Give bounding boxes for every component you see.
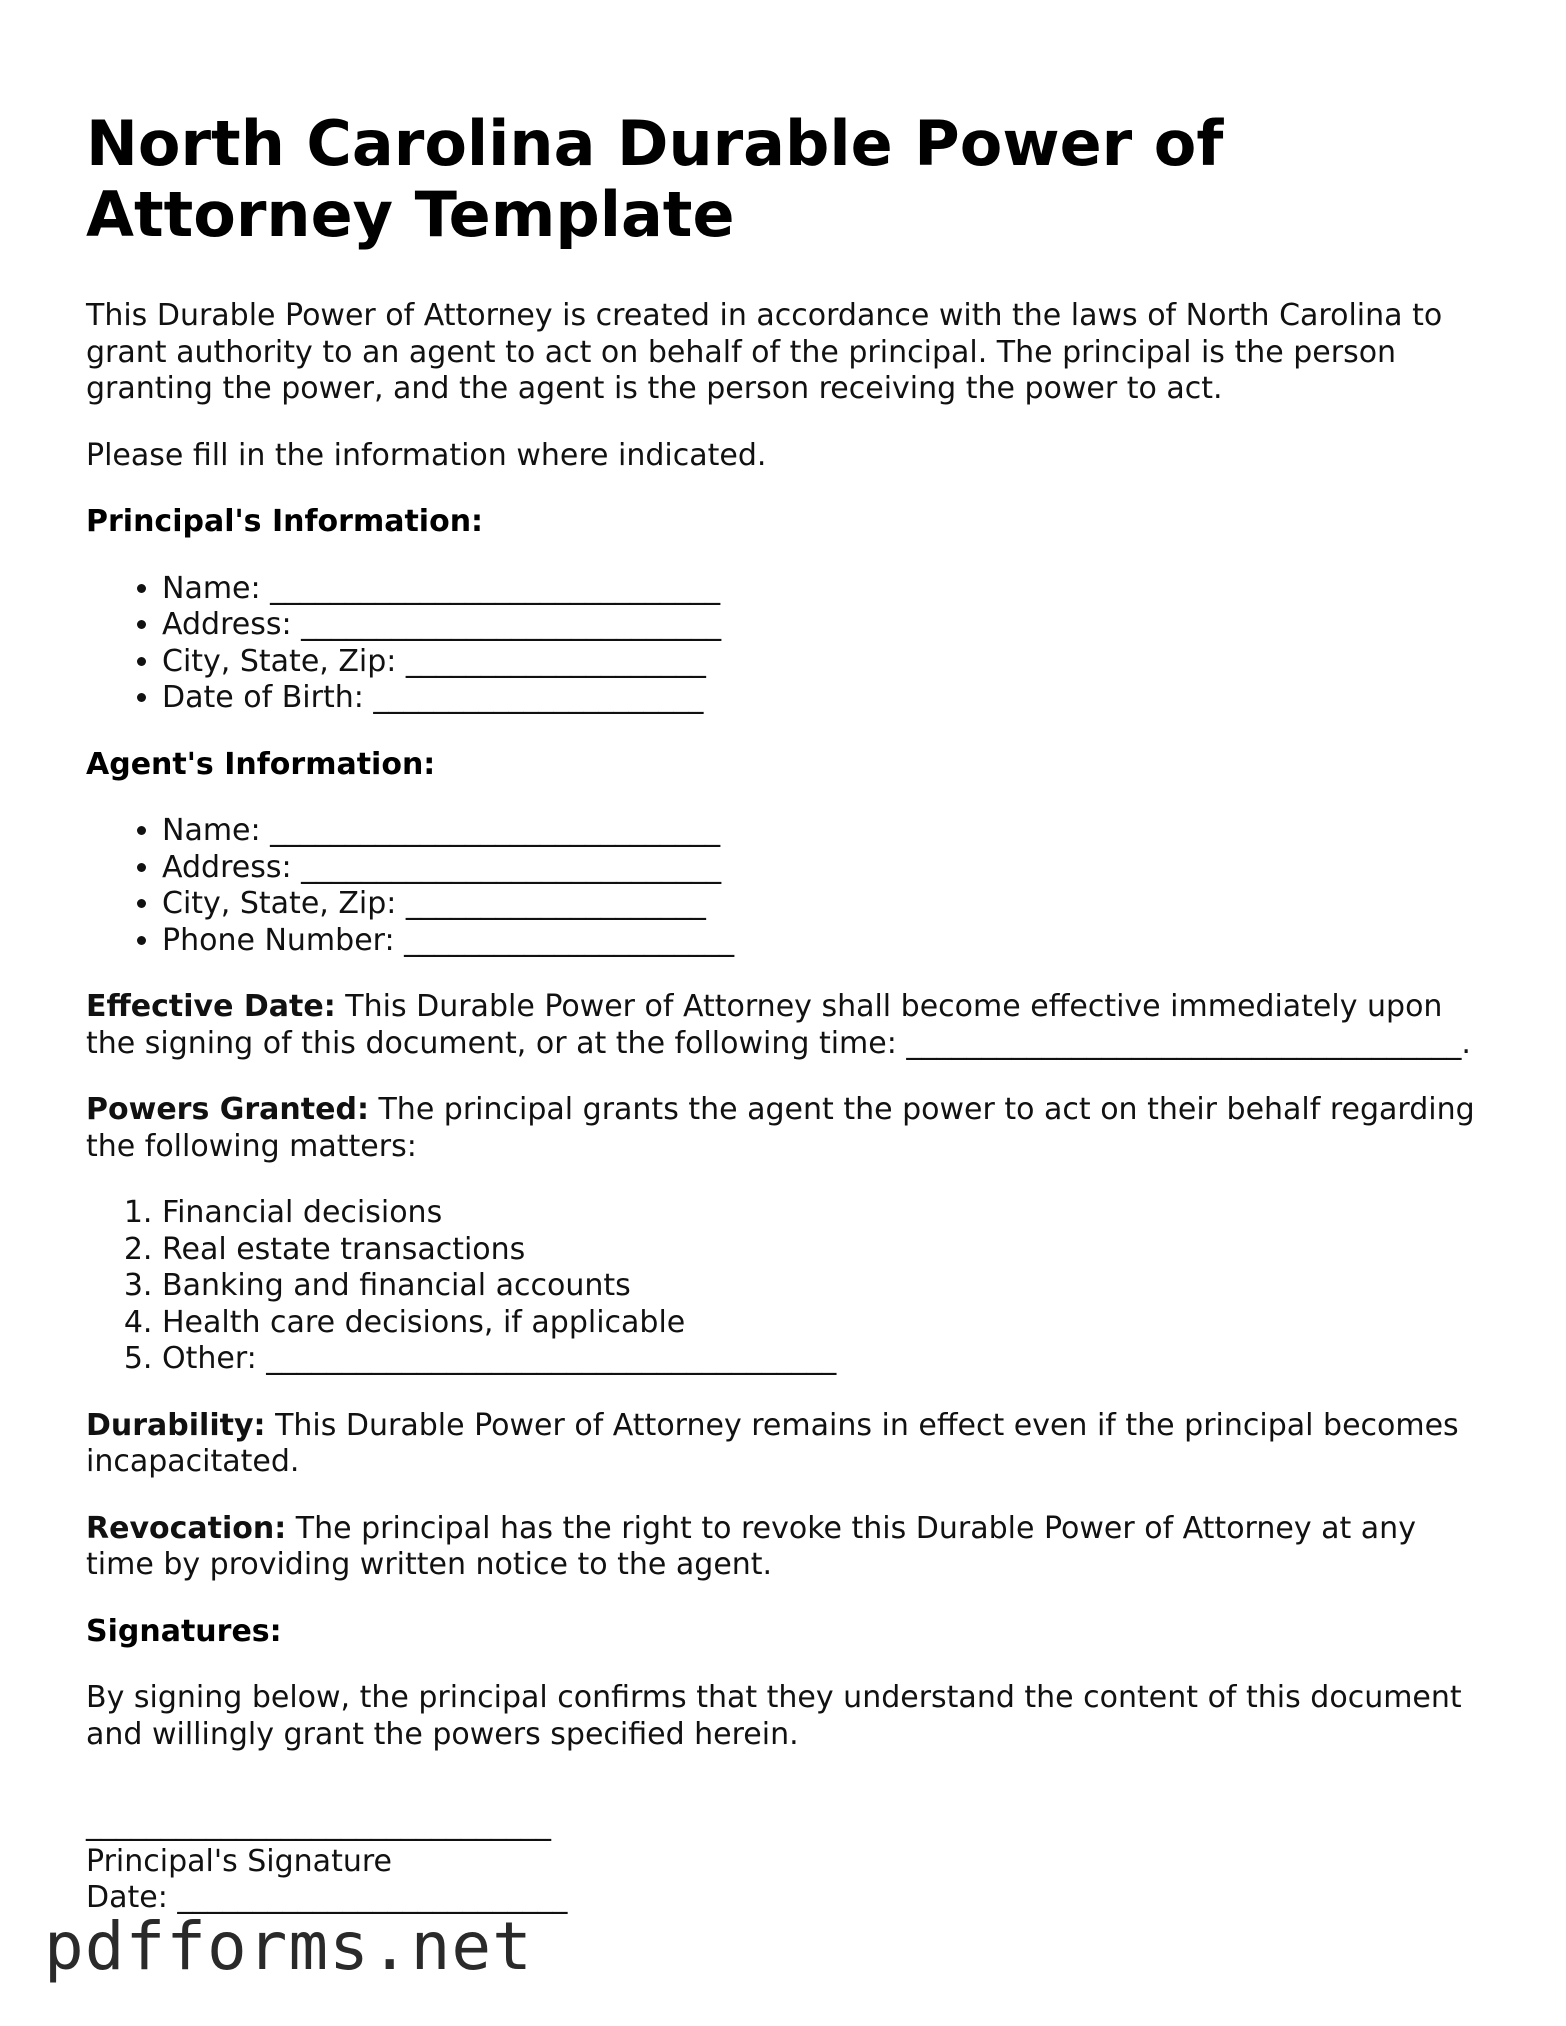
powers-list bbox=[86, 1195, 1486, 1378]
powers-granted-label: Powers Granted: bbox=[86, 1092, 369, 1127]
instruction-text: Please fill in the information where indicated. bbox=[86, 437, 767, 473]
durability-paragraph bbox=[86, 1408, 1486, 1481]
principal-fields bbox=[86, 571, 1486, 717]
signature-date-field[interactable]: Date: __________________________ bbox=[86, 1880, 568, 1915]
revocation-label: Revocation: bbox=[86, 1510, 287, 1546]
power-other-field[interactable]: 5. Other: ______________________________________ bbox=[162, 1341, 1486, 1378]
signatures-text: By signing below, the principal confirms that they understand the content of this document and willingly grant the powers specified herein. bbox=[86, 1680, 1462, 1752]
power-item: 2. Real estate transactions bbox=[162, 1232, 1486, 1269]
powers-granted-text: The principal grants the agent the power to act on their behalf regarding the following matters: bbox=[86, 1092, 1475, 1164]
principal-address-field[interactable]: • Address: ____________________________ bbox=[162, 607, 1486, 644]
principal-signature-line[interactable]: _______________________________ bbox=[86, 1807, 551, 1842]
durability-text: This Durable Power of Attorney remains in effect even if the principal becomes incapacitated. bbox=[86, 1407, 1459, 1479]
powers-granted-paragraph bbox=[86, 1092, 1486, 1165]
principal-city-state-zip-field[interactable]: • City, State, Zip: ____________________ bbox=[162, 644, 1486, 681]
principal-name-field[interactable]: • Name: ______________________________ bbox=[162, 571, 1486, 608]
effective-date-text[interactable]: This Durable Power of Attorney shall become effective immediately upon the signing of this document, or at the following time: _____________________________________. bbox=[86, 989, 1471, 1061]
effective-date-paragraph bbox=[86, 989, 1486, 1062]
effective-date-label: Effective Date: bbox=[86, 989, 336, 1024]
document-title: North Carolina Durable Power of Attorney Template bbox=[86, 107, 1224, 251]
agent-name-field[interactable]: • Name: ______________________________ bbox=[162, 813, 1486, 850]
revocation-paragraph bbox=[86, 1511, 1486, 1584]
agent-phone-field[interactable]: • Phone Number: ______________________ bbox=[162, 923, 1486, 960]
agent-address-field[interactable]: • Address: ____________________________ bbox=[162, 850, 1486, 887]
agent-heading: Agent's Information: bbox=[86, 746, 436, 782]
watermark-logo: pdfforms.net bbox=[44, 1908, 533, 1985]
agent-city-state-zip-field[interactable]: • City, State, Zip: ____________________ bbox=[162, 886, 1486, 923]
agent-fields bbox=[86, 813, 1486, 959]
principal-signature-caption: Principal's Signature bbox=[86, 1843, 392, 1879]
power-item: 1. Financial decisions bbox=[162, 1195, 1486, 1232]
document bbox=[86, 108, 1486, 1917]
principal-heading: Principal's Information: bbox=[86, 504, 484, 539]
power-item: 4. Health care decisions, if applicable bbox=[162, 1305, 1486, 1342]
power-item: 3. Banking and financial accounts bbox=[162, 1268, 1486, 1305]
signature-block bbox=[86, 1807, 1486, 1917]
signatures-heading: Signatures: bbox=[86, 1613, 282, 1649]
durability-label: Durability: bbox=[86, 1407, 266, 1443]
principal-dob-field[interactable]: • Date of Birth: ______________________ bbox=[162, 680, 1486, 717]
revocation-text: The principal has the right to revoke this Durable Power of Attorney at any time by providing written notice to the agent. bbox=[86, 1510, 1416, 1582]
intro-paragraph: This Durable Power of Attorney is created in accordance with the laws of North Carolina to grant authority to an agent to act on behalf of the principal. The principal is the person granting the power, and the agent is the person receiving the power to act. bbox=[86, 298, 1443, 406]
